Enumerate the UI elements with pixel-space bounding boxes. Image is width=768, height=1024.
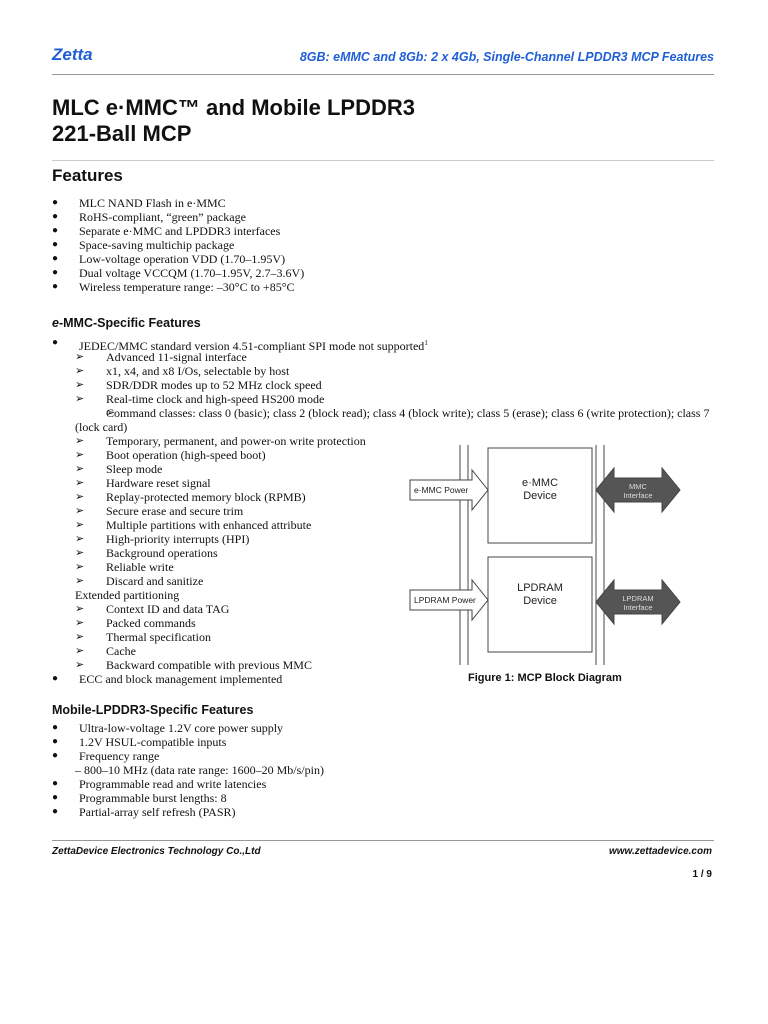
lpdram-device-label-2: Device xyxy=(523,595,557,607)
emmc-heading-prefix: e xyxy=(52,316,59,330)
list-item: ➢ Discard and sanitize xyxy=(0,574,768,588)
list-item: ➢ Packed commands xyxy=(0,616,768,630)
command-classes-item: ➢ Command classes: class 0 (basic); class 2 (block read); class 4 (block write); class 5 (erase); class 6 (write protection); class 7 (lock card) xyxy=(0,406,768,434)
figure-caption: Figure 1: MCP Block Diagram xyxy=(468,672,622,684)
input-bus xyxy=(460,445,468,665)
list-item: ➢ x1, x4, and x8 I/Os, selectable by host xyxy=(0,364,768,378)
frequency-detail: – 800–10 MHz (data rate range: 1600–20 Mb/s/pin) xyxy=(75,763,324,777)
list-item: ➢ Sleep mode xyxy=(0,462,768,476)
list-item: ➢ Background operations xyxy=(0,546,768,560)
list-item: ➢ Real-time clock and high-speed HS200 mode xyxy=(0,392,768,406)
features-list xyxy=(0,196,304,294)
list-item: ➢ Backward compatible with previous MMC xyxy=(0,658,768,672)
list-item: ➢ Secure erase and secure trim xyxy=(0,504,768,518)
mcp-block-diagram xyxy=(400,440,720,670)
lpddr3-features-list xyxy=(0,721,324,819)
list-item: ● Programmable burst lengths: 8 xyxy=(0,791,324,805)
list-item: ● ECC and block management implemented xyxy=(0,672,768,686)
list-item: ● Wireless temperature range: –30°C to +85°C xyxy=(0,280,304,294)
emmc-device-label-2: Device xyxy=(523,490,557,502)
footer-website-link[interactable]: www.zettadevice.com xyxy=(609,846,712,857)
lpddr3-heading: Mobile-LPDDR3-Specific Features xyxy=(52,703,254,717)
output-bus xyxy=(596,445,604,665)
list-item: ➢ Hardware reset signal xyxy=(0,476,768,490)
title-line-2: 221-Ball MCP xyxy=(52,121,192,146)
footer-company: ZettaDevice Electronics Technology Co.,Ltd xyxy=(52,846,261,857)
header-doc-title: 8GB: eMMC and 8Gb: 2 x 4Gb, Single-Channel LPDDR3 MCP Features xyxy=(299,50,714,64)
jedec-text: JEDEC/MMC standard version 4.51-compliant SPI mode not supported xyxy=(79,339,425,353)
list-item: ➢ Reliable write xyxy=(0,560,768,574)
list-item: ● Ultra-low-voltage 1.2V core power supply xyxy=(0,721,324,735)
mmc-interface-label-1: MMC xyxy=(629,482,647,491)
lpdram-interface-label-2: Interface xyxy=(623,603,653,612)
list-item: ● Programmable read and write latencies xyxy=(0,777,324,791)
features-heading: Features xyxy=(52,166,123,185)
emmc-power-label: e·MMC Power xyxy=(414,485,469,495)
footnote-marker: 1 xyxy=(424,339,428,347)
jedec-item xyxy=(0,336,768,353)
mmc-interface-label-2: Interface xyxy=(623,491,653,500)
list-item: ● Partial-array self refresh (PASR) xyxy=(0,805,324,819)
list-item: ➢ Multiple partitions with enhanced attribute xyxy=(0,518,768,532)
list-item: ➢ High-priority interrupts (HPI) xyxy=(0,532,768,546)
lpdram-interface-label-1: LPDRAM xyxy=(622,594,654,603)
list-item: ● Space-saving multichip package xyxy=(0,238,304,252)
list-item: ➢ Replay-protected memory block (RPMB) xyxy=(0,490,768,504)
page-number: 1 / 9 xyxy=(692,869,712,880)
list-item: ● 1.2V HSUL-compatible inputs xyxy=(0,735,324,749)
page-title xyxy=(52,95,415,147)
lpdram-power-label: LPDRAM Power xyxy=(414,595,476,605)
list-item: ● MLC NAND Flash in e·MMC xyxy=(0,196,304,210)
header-divider xyxy=(52,74,714,75)
extended-partitioning-item: Extended partitioning xyxy=(75,588,180,602)
list-item: ● Low-voltage operation VDD (1.70–1.95V) xyxy=(0,252,304,266)
list-item: ➢ Context ID and data TAG xyxy=(0,602,768,616)
list-item: ● Separate e·MMC and LPDDR3 interfaces xyxy=(0,224,304,238)
brand-logo: Zetta xyxy=(52,45,93,64)
list-item: ➢ Boot operation (high-speed boot) xyxy=(0,448,768,462)
list-item: ➢ Cache xyxy=(0,644,768,658)
list-item: ➢ SDR/DDR modes up to 52 MHz clock speed xyxy=(0,378,768,392)
list-item: ➢ Advanced 11-signal interface xyxy=(0,350,768,364)
list-item: ● Frequency range xyxy=(0,749,324,763)
list-item: ➢ Temporary, permanent, and power-on write protection xyxy=(0,434,768,448)
list-item: ➢ Thermal specification xyxy=(0,630,768,644)
emmc-heading xyxy=(52,316,201,330)
emmc-device-label-1: e·MMC xyxy=(521,477,559,489)
title-divider xyxy=(52,160,714,161)
list-item: ● RoHS-compliant, “green” package xyxy=(0,210,304,224)
footer-divider xyxy=(52,840,714,841)
lpdram-device-label-1: LPDRAM xyxy=(517,582,563,594)
list-item: ● Dual voltage VCCQM (1.70–1.95V, 2.7–3.6V) xyxy=(0,266,304,280)
title-line-1: MLC e·MMC™ and Mobile LPDDR3 xyxy=(52,95,415,120)
emmc-heading-rest: -MMC-Specific Features xyxy=(58,316,201,330)
